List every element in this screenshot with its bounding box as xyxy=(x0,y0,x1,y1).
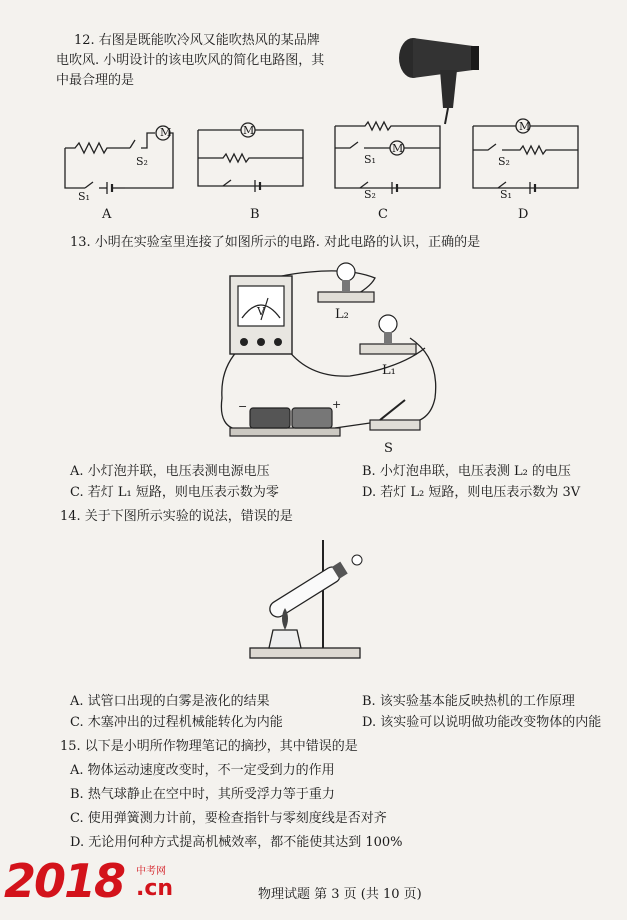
q14-option-d: D. 该实验可以说明做功能改变物体的内能 xyxy=(362,715,602,730)
svg-text:+: + xyxy=(332,398,342,411)
circuit-a-label: A xyxy=(102,207,112,222)
circuit-a-diagram xyxy=(55,118,175,203)
svg-text:−: − xyxy=(238,400,248,413)
circuit-c-motor-label: M xyxy=(392,142,404,155)
circuit-d-s2-label: S₂ xyxy=(498,155,510,168)
q13-l2-label: L₂ xyxy=(335,307,349,322)
q12-line-1: 12. 右图是既能吹冷风又能吹热风的某品牌 xyxy=(74,33,320,48)
site-logo xyxy=(4,852,224,912)
q15-option-d: D. 无论用何种方式提高机械效率，都不能使其达到 100% xyxy=(70,835,403,850)
circuit-d-motor-label: M xyxy=(519,120,531,133)
q15-option-a: A. 物体运动速度改变时，不一定受到力的作用 xyxy=(70,763,335,778)
q15-stem: 15. 以下是小明所作物理笔记的摘抄，其中错误的是 xyxy=(60,739,358,754)
circuit-c-label: C xyxy=(378,207,388,222)
logo-year: 2018 xyxy=(4,854,125,908)
circuit-d-label: D xyxy=(518,207,529,222)
circuit-b-label: B xyxy=(250,207,260,222)
q14-experiment-figure xyxy=(245,530,375,675)
q14-stem: 14. 关于下图所示实验的说法，错误的是 xyxy=(60,509,293,524)
circuit-b-motor-label: M xyxy=(243,124,255,137)
q13-l1-label: L₁ xyxy=(382,363,396,378)
q13-option-b: B. 小灯泡串联，电压表测 L₂ 的电压 xyxy=(362,464,571,479)
logo-zhongkao: 中考网 xyxy=(136,866,166,877)
q13-stem: 13. 小明在实验室里连接了如图所示的电路. 对此电路的认识，正确的是 xyxy=(70,235,481,250)
circuit-d-s1-label: S₁ xyxy=(500,188,512,201)
q14-option-b: B. 该实验基本能反映热机的工作原理 xyxy=(362,694,575,709)
logo-domain: .cn xyxy=(136,876,174,901)
circuit-c-diagram xyxy=(330,118,450,203)
q13-option-c: C. 若灯 L₁ 短路，则电压表示数为零 xyxy=(70,485,279,500)
q13-circuit-figure xyxy=(200,258,445,458)
q15-option-c: C. 使用弹簧测力计前，要检查指针与零刻度线是否对齐 xyxy=(70,811,387,826)
circuit-a-s1-label: S₁ xyxy=(78,190,90,203)
q15-option-b: B. 热气球静止在空中时，其所受浮力等于重力 xyxy=(70,787,335,802)
q12-line-3: 中最合理的是 xyxy=(56,73,135,88)
circuit-c-s2-label: S₂ xyxy=(364,188,376,201)
circuit-a-motor-label: M xyxy=(160,126,172,139)
q13-option-d: D. 若灯 L₂ 短路，则电压表示数为 3V xyxy=(362,485,581,500)
q13-option-a: A. 小灯泡并联，电压表测电源电压 xyxy=(70,464,270,479)
q12-line-2: 电吹风. 小明设计的该电吹风的简化电路图，其 xyxy=(56,53,325,68)
q14-option-c: C. 木塞冲出的过程机械能转化为内能 xyxy=(70,715,283,730)
q13-switch-label: S xyxy=(384,441,393,456)
q14-option-a: A. 试管口出现的白雾是液化的结果 xyxy=(70,694,270,709)
page-number: 物理试题 第 3 页 (共 10 页) xyxy=(258,887,422,902)
circuit-c-s1-label: S₁ xyxy=(364,153,376,166)
circuit-a-s2-label: S₂ xyxy=(136,155,148,168)
hair-dryer-image xyxy=(395,20,485,115)
q13-voltmeter-label: V xyxy=(257,305,265,318)
